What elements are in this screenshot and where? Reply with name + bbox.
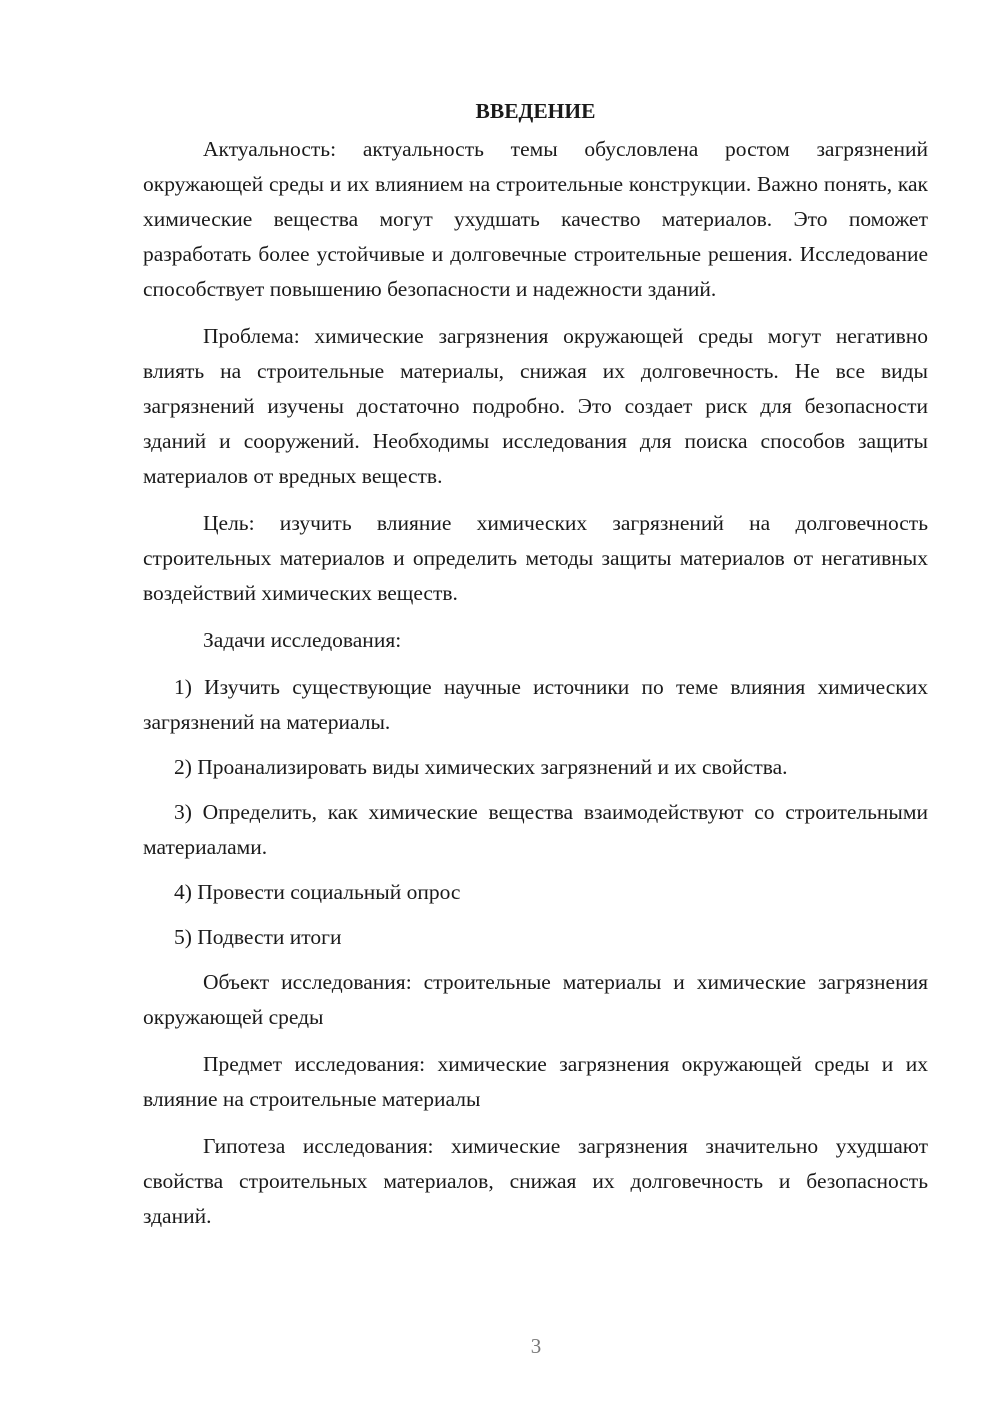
task-item-3: 3) Определить, как химические вещества взаимодействуют со строительными материалами. — [143, 800, 928, 859]
paragraph-relevance: Актуальность: актуальность темы обусловлена ростом загрязнений окружающей среды и их влиянием на строительные конструкции. Важно понять, как химические вещества могут ухудшать качество материалов. Это поможет разработать более устойчивые и долговечные строительные решения. Исследование способствует повышению безопасности и надежности зданий. — [143, 137, 928, 301]
page-number: 3 — [530, 1334, 542, 1358]
paragraph-hypothesis: Гипотеза исследования: химические загрязнения значительно ухудшают свойства строительных материалов, снижая их долговечность и безопасность зданий. — [143, 1134, 928, 1228]
paragraph-object: Объект исследования: строительные материалы и химические загрязнения окружающей среды — [143, 970, 928, 1029]
tasks-list — [143, 670, 928, 955]
paragraph-subject: Предмет исследования: химические загрязнения окружающей среды и их влияние на строительные материалы — [143, 1052, 928, 1111]
tasks-heading: Задачи исследования: — [203, 628, 402, 652]
paragraph-problem: Проблема: химические загрязнения окружающей среды могут негативно влиять на строительные материалы, снижая их долговечность. Не все виды загрязнений изучены достаточно подробно. Это создает риск для безопасности зданий и сооружений. Необходимы исследования для поиска способов защиты материалов от вредных веществ. — [143, 324, 928, 488]
task-item-5: 5) Подвести итоги — [174, 925, 342, 949]
task-item-1: 1) Изучить существующие научные источники по теме влияния химических загрязнений на материалы. — [143, 675, 928, 734]
section-title: ВВЕДЕНИЕ — [475, 99, 596, 123]
page-content — [143, 96, 928, 1246]
task-item-4: 4) Провести социальный опрос — [174, 880, 461, 904]
task-item-2: 2) Проанализировать виды химических загрязнений и их свойства. — [174, 755, 788, 779]
paragraph-goal: Цель: изучить влияние химических загрязнений на долговечность строительных материалов и определить методы защиты материалов от негативных воздействий химических веществ. — [143, 511, 928, 605]
